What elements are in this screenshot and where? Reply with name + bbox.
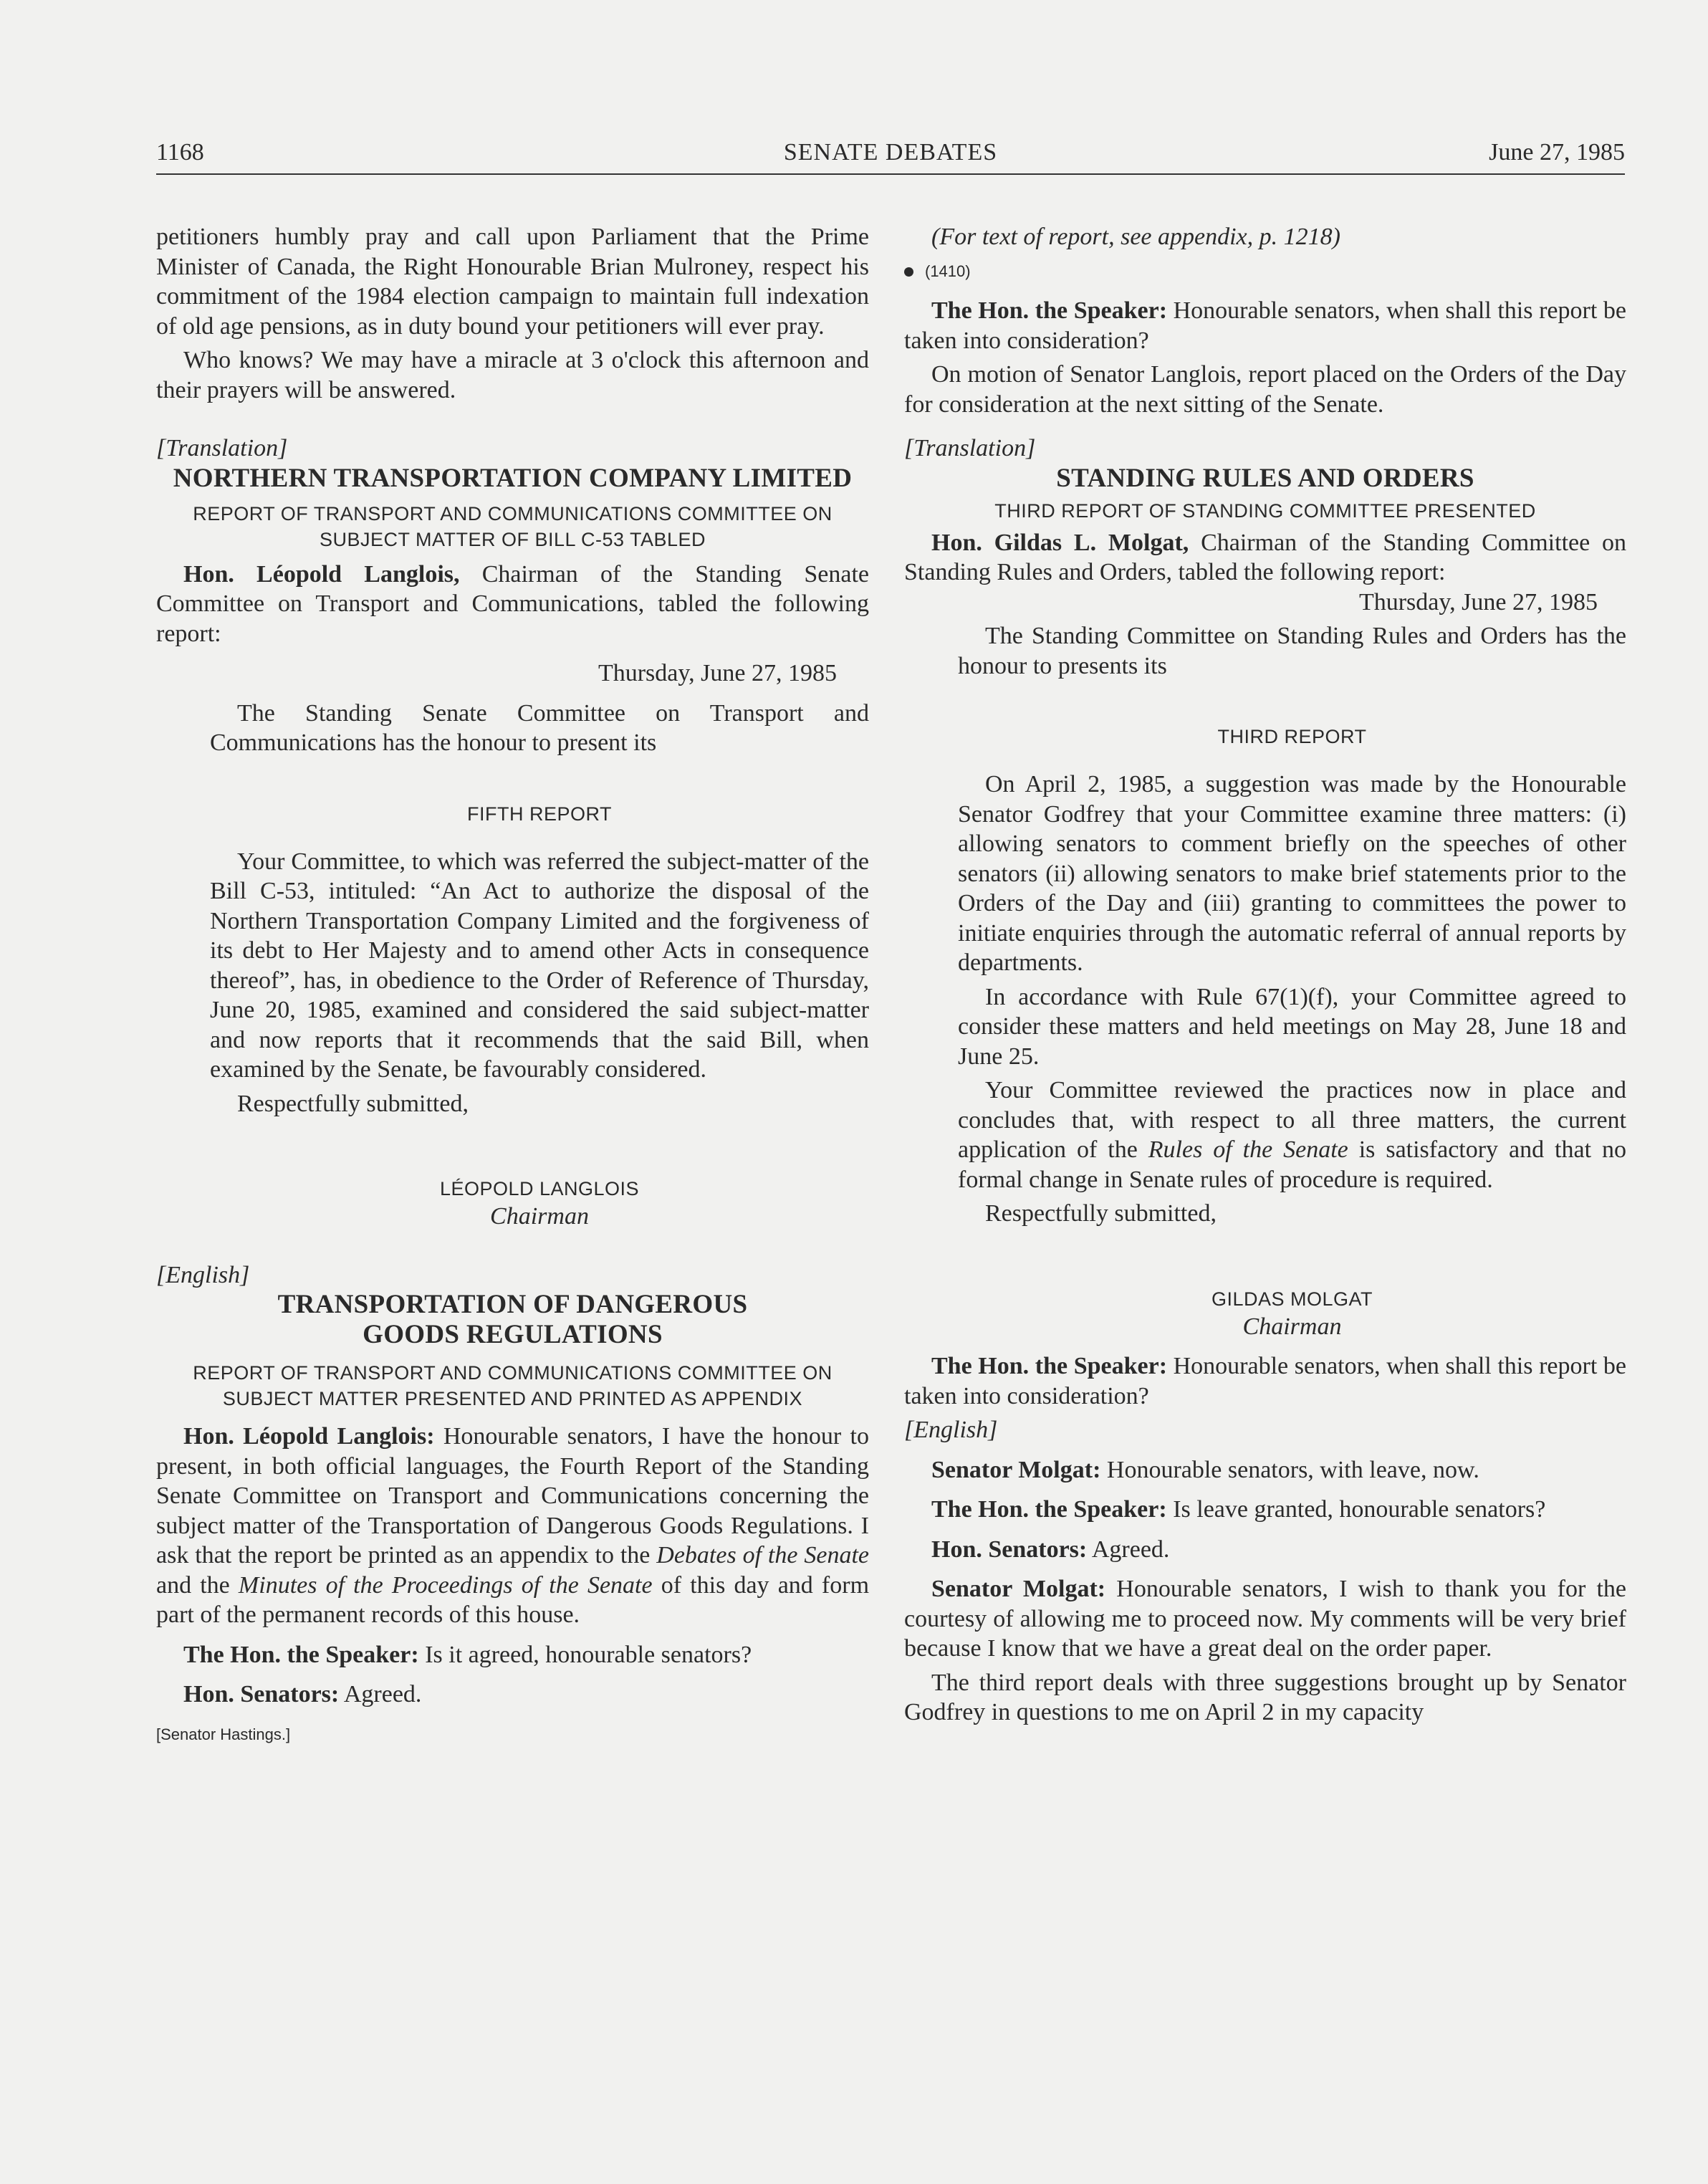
paragraph: Your Committee, to which was referred the subject-matter of the Bill C-53, intituled: “An Act to authorize the disposal of the Northern Transportation Company Limited and the forgiveness of its debt to Her Majesty and to amend other Acts in consequence thereof”, has, in obedience to the Order of Reference of Thursday, June 20, 1985, examined and considered the said subject-matter and now reports that it recommends that the said Bill, when examined by the Senate, be favourably considered. bbox=[210, 848, 869, 1083]
signature-title: Chairman bbox=[1242, 1313, 1342, 1340]
language-tag: [Translation] bbox=[904, 435, 1036, 461]
publication-title: SENATE DEBATES bbox=[783, 139, 998, 166]
section-subheading: REPORT OF TRANSPORT AND COMMUNICATIONS COMMITTEE ON SUBJECT MATTER PRESENTED AND PRINTED AS APPENDIX bbox=[193, 1362, 833, 1409]
left-column bbox=[156, 222, 869, 1749]
signature-name: LÉOPOLD LANGLOIS bbox=[439, 1178, 640, 1199]
speaker-name: The Hon. the Speaker: bbox=[931, 1353, 1168, 1379]
signature-name: GILDAS MOLGAT bbox=[1211, 1288, 1373, 1310]
paragraph: The Hon. the Speaker: Honourable senators, when shall this report be taken into consideration? bbox=[904, 297, 1626, 354]
paragraph: Hon. Senators: Agreed. bbox=[183, 1681, 422, 1708]
paragraph: Hon. Léopold Langlois: Honourable senators, I have the honour to present, in both official languages, the Fourth Report of the Standing Senate Committee on Transport and Communications concerning the subject matter of the Transportation of Dangerous Goods Regulations. I ask that the report be printed as an appendix to the Debates of the Senate and the Minutes of the Proceedings of the Senate of this day and form part of the permanent records of this house. bbox=[156, 1423, 870, 1628]
report-date: Thursday, June 27, 1985 bbox=[598, 660, 837, 686]
page-header bbox=[156, 136, 1625, 175]
bullet-icon bbox=[904, 267, 913, 277]
paragraph: Respectfully submitted, bbox=[237, 1090, 469, 1117]
paragraph: On April 2, 1985, a suggestion was made by the Honourable Senator Godfrey that your Committee examine three matters: (i) allowing senators to comment briefly on the speeches of other senators (ii) allowing senators to make brief statements prior to the Orders of the Day and (iii) granting to committees the power to initiate enquiries through the automatic referral of annual reports by departments. bbox=[958, 771, 1626, 976]
paragraph: Your Committee reviewed the practices now in place and concludes that, with respect to all three matters, the current application of the Rules of the Senate is satisfactory and that no formal change in Senate rules of procedure is required. bbox=[958, 1077, 1626, 1193]
section-subheading: THIRD REPORT OF STANDING COMMITTEE PRESENTED bbox=[994, 499, 1536, 522]
speaker-name: Senator Molgat: bbox=[931, 1456, 1101, 1483]
language-tag: [English] bbox=[156, 1261, 250, 1288]
paragraph: Who knows? We may have a miracle at 3 o'clock this afternoon and their prayers will be answered. bbox=[156, 347, 869, 403]
report-title: THIRD REPORT bbox=[1217, 726, 1367, 747]
page-number: 1168 bbox=[156, 139, 204, 166]
paragraph: The Standing Senate Committee on Transport and Communications has the honour to present its bbox=[210, 699, 869, 756]
appendix-note: (For text of report, see appendix, p. 1218) bbox=[931, 224, 1340, 250]
speaker-name: Hon. Gildas L. Molgat, bbox=[931, 529, 1189, 556]
report-title: FIFTH REPORT bbox=[466, 803, 612, 825]
right-column bbox=[904, 222, 1626, 1728]
footnote: [Senator Hastings.] bbox=[156, 1725, 291, 1743]
speaker-name: Hon. Senators: bbox=[931, 1536, 1088, 1563]
speaker-name: Senator Molgat: bbox=[931, 1576, 1106, 1602]
paragraph: On motion of Senator Langlois, report placed on the Orders of the Day for consideration at the next sitting of the Senate. bbox=[904, 361, 1626, 418]
section-heading: TRANSPORTATION OF DANGEROUS GOODS REGULATIONS bbox=[277, 1290, 748, 1349]
section-heading: STANDING RULES AND ORDERS bbox=[1056, 463, 1474, 493]
paragraph: Hon. Gildas L. Molgat, Chairman of the Standing Committee on Standing Rules and Orders, tabled the following report: bbox=[904, 529, 1627, 585]
paragraph: Respectfully submitted, bbox=[985, 1200, 1217, 1227]
time-marker: (1410) bbox=[904, 257, 1626, 287]
paragraph: The Hon. the Speaker: Honourable senators, when shall this report be taken into consideration? bbox=[904, 1353, 1626, 1409]
speaker-name: Hon. Léopold Langlois, bbox=[183, 560, 460, 588]
paragraph: The third report deals with three suggestions brought up by Senator Godfrey in questions to me on April 2 in my capacity bbox=[904, 1669, 1626, 1725]
language-tag: [English] bbox=[904, 1417, 998, 1443]
speaker-name: Hon. Léopold Langlois: bbox=[183, 1423, 435, 1450]
signature-title: Chairman bbox=[490, 1203, 589, 1230]
speaker-name: Hon. Senators: bbox=[183, 1681, 340, 1708]
page-date: June 27, 1985 bbox=[1489, 139, 1625, 166]
speaker-name: The Hon. the Speaker: bbox=[931, 297, 1168, 324]
paragraph: Senator Molgat: Honourable senators, with leave, now. bbox=[931, 1456, 1479, 1483]
section-subheading: REPORT OF TRANSPORT AND COMMUNICATIONS COMMITTEE ON SUBJECT MATTER OF BILL C-53 TABLED bbox=[193, 502, 833, 550]
paragraph: Senator Molgat: Honourable senators, I wish to thank you for the courtesy of allowing me to proceed now. My comments will be very brief because I know that we have a great deal on the order paper. bbox=[904, 1576, 1627, 1662]
paragraph: The Standing Committee on Standing Rules and Orders has the honour to presents its bbox=[958, 623, 1626, 679]
section-heading: NORTHERN TRANSPORTATION COMPANY LIMITED bbox=[173, 463, 853, 493]
paragraph: The Hon. the Speaker: Is leave granted, honourable senators? bbox=[931, 1496, 1546, 1523]
report-date: Thursday, June 27, 1985 bbox=[1358, 588, 1598, 616]
paragraph: Hon. Senators: Agreed. bbox=[931, 1536, 1170, 1563]
language-tag: [Translation] bbox=[156, 435, 288, 461]
paragraph: Hon. Léopold Langlois, Chairman of the Standing Senate Committee on Transport and Communications, tabled the following report: bbox=[156, 560, 869, 647]
paragraph: In accordance with Rule 67(1)(f), your Committee agreed to consider these matters and held meetings on May 28, June 18 and June 25. bbox=[958, 983, 1626, 1070]
paragraph: petitioners humbly pray and call upon Parliament that the Prime Minister of Canada, the Right Honourable Brian Mulroney, respect his commitment of the 1984 election campaign to maintain full indexation of old age pensions, as in duty bound your petitioners will ever pray. bbox=[156, 224, 869, 340]
speaker-name: The Hon. the Speaker: bbox=[183, 1641, 419, 1668]
speaker-name: The Hon. the Speaker: bbox=[931, 1496, 1167, 1523]
paragraph: The Hon. the Speaker: Is it agreed, honourable senators? bbox=[183, 1641, 752, 1668]
